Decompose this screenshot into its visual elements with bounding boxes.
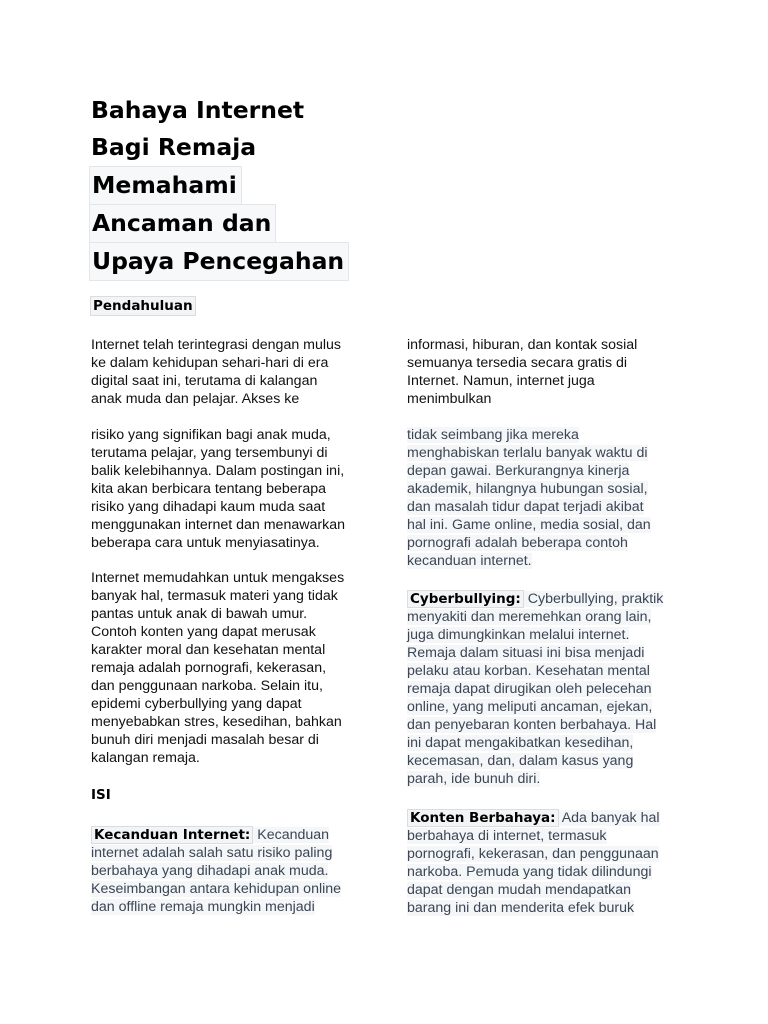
text-line: kalangan remaja. xyxy=(91,750,200,766)
text-line: pornografi adalah beberapa contoh xyxy=(407,535,628,551)
text-line: balik kelebihannya. Dalam postingan ini, xyxy=(91,463,345,479)
text-line: Internet telah terintegrasi dengan mulus xyxy=(91,337,342,353)
text-line: risiko yang dihadapi kaum muda saat xyxy=(91,499,326,515)
section-heading-isi: ISI xyxy=(91,787,111,803)
intro-paragraph-3 xyxy=(91,569,344,767)
text-line: menyebabkan stres, kesedihan, bahkan xyxy=(91,714,342,730)
text-line: berbahaya di internet, termasuk xyxy=(407,828,607,844)
cyberbullying-label: Cyberbullying: xyxy=(407,590,524,608)
text-line: bunuh diri menjadi masalah besar di xyxy=(91,732,319,748)
text-line: Ada banyak hal xyxy=(558,810,660,826)
text-line: ke dalam kehidupan sehari-hari di era xyxy=(91,355,329,371)
text-line: beberapa cara untuk menyiasatinya. xyxy=(91,535,320,551)
text-line: menghabiskan terlalu banyak waktu di xyxy=(407,445,648,461)
text-line: terutama pelajar, yang tersembunyi di xyxy=(91,445,328,461)
text-line: barang ini dan menderita efek buruk xyxy=(407,900,635,916)
text-line: karakter moral dan kesehatan mental xyxy=(91,642,326,658)
title-line: Upaya Pencegahan xyxy=(89,242,349,281)
harmful-content-paragraph xyxy=(407,809,660,917)
text-line: pornografi, kekerasan, dan penggunaan xyxy=(407,846,659,862)
text-line: Remaja dalam situasi ini bisa menjadi xyxy=(407,645,645,661)
text-line: tidak seimbang jika mereka xyxy=(407,427,579,443)
text-line: risiko yang signifikan bagi anak muda, xyxy=(91,427,331,443)
harmful-content-label: Konten Berbahaya: xyxy=(407,809,559,827)
text-line: berbahaya yang dihadapi anak muda. xyxy=(91,863,329,879)
cyberbullying-paragraph xyxy=(407,590,663,788)
text-line: akademik, hilangnya hubungan sosial, xyxy=(407,481,648,497)
text-line: dan offline remaja mungkin menjadi xyxy=(91,899,315,915)
text-line: pelaku atau korban. Kesehatan mental xyxy=(407,663,650,679)
text-line: depan gawai. Berkurangnya kinerja xyxy=(407,463,630,479)
text-line: anak muda dan pelajar. Akses ke xyxy=(91,391,300,407)
text-line: Internet memudahkan untuk mengakses xyxy=(91,570,345,586)
text-line: remaja dapat dirugikan oleh pelecehan xyxy=(407,681,652,697)
addiction-paragraph xyxy=(91,826,341,916)
text-line: ini dapat mengakibatkan kesedihan, xyxy=(407,735,634,751)
text-line: parah, ide bunuh diri. xyxy=(407,771,541,787)
text-line: dan penyebaran konten berbahaya. Hal xyxy=(407,717,657,733)
right-paragraph-2 xyxy=(407,426,651,570)
text-line: menggunakan internet dan menawarkan xyxy=(91,517,345,533)
intro-paragraph-1 xyxy=(91,336,341,408)
document-title xyxy=(91,92,391,281)
text-line: semuanya tersedia secara gratis di xyxy=(407,355,628,371)
text-line: kita akan berbicara tentang beberapa xyxy=(91,481,327,497)
title-line: Bahaya Internet xyxy=(91,96,305,124)
text-line: menimbulkan xyxy=(407,391,492,407)
text-line: menyakiti dan meremehkan orang lain, xyxy=(407,609,652,625)
text-line: internet adalah salah satu risiko paling xyxy=(91,845,333,861)
text-line: remaja adalah pornografi, kekerasan, xyxy=(91,660,327,676)
intro-paragraph-2 xyxy=(91,426,345,552)
text-line: dan penggunaan narkoba. Selain itu, xyxy=(91,678,323,694)
text-line: Contoh konten yang dapat merusak xyxy=(91,624,316,640)
text-line: dan masalah tidur dapat terjadi akibat xyxy=(407,499,644,515)
text-line: Internet. Namun, internet juga xyxy=(407,373,595,389)
text-line: hal ini. Game online, media sosial, dan xyxy=(407,517,651,533)
addiction-label: Kecanduan Internet: xyxy=(91,826,253,844)
text-line: banyak hal, termasuk materi yang tidak xyxy=(91,588,338,604)
section-heading-intro: Pendahuluan xyxy=(90,296,196,316)
text-line: informasi, hiburan, dan kontak sosial xyxy=(407,337,638,353)
text-line: online, yang meliputi ancaman, ejekan, xyxy=(407,699,653,715)
text-line: narkoba. Pemuda yang tidak dilindungi xyxy=(407,864,652,880)
text-line: juga dimungkinkan melalui internet. xyxy=(407,627,630,643)
text-line: dapat dengan mudah mendapatkan xyxy=(407,882,632,898)
right-paragraph-1 xyxy=(407,336,637,408)
text-line: Keseimbangan antara kehidupan online xyxy=(91,881,342,897)
title-line: Memahami xyxy=(89,166,242,204)
title-line: Ancaman dan xyxy=(89,204,276,242)
text-line: digital saat ini, terutama di kalangan xyxy=(91,373,318,389)
text-line: Cyberbullying, praktik xyxy=(523,591,664,607)
title-line: Bagi Remaja xyxy=(91,133,257,161)
text-line: kecemasan, dan, dalam kasus yang xyxy=(407,753,634,769)
text-line: Kecanduan xyxy=(253,827,330,843)
text-line: kecanduan internet. xyxy=(407,553,532,569)
text-line: pantas untuk anak di bawah umur. xyxy=(91,606,308,622)
text-line: epidemi cyberbullying yang dapat xyxy=(91,696,302,712)
